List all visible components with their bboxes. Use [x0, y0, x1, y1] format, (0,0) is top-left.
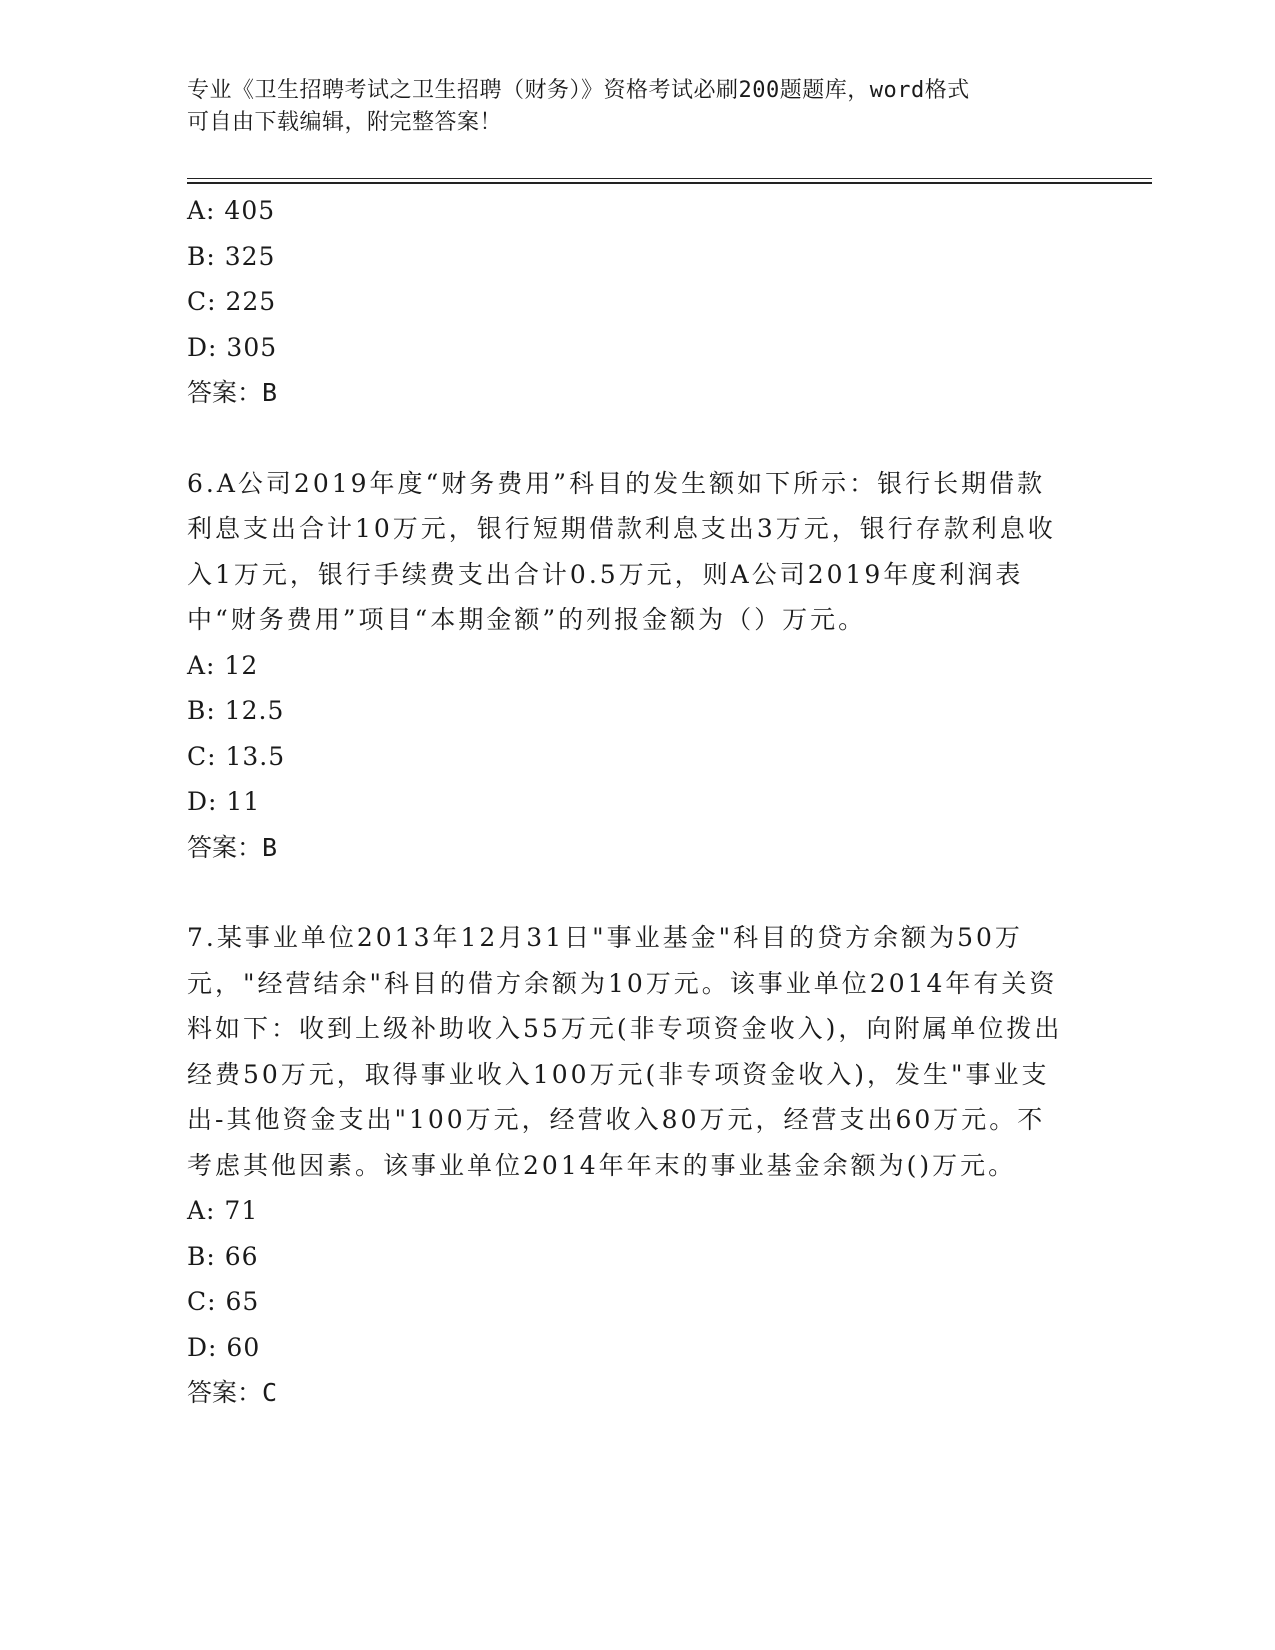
document-header [187, 75, 1067, 139]
question-7-options [187, 1188, 1067, 1416]
option-c: C: 65 [187, 1287, 260, 1316]
header-divider [187, 178, 1152, 184]
option-d: D: 60 [187, 1332, 261, 1362]
option-a: A: 71 [187, 1196, 259, 1225]
question-5-options [187, 188, 1067, 416]
question-content [187, 188, 1067, 1416]
option-c: C: 13.5 [187, 741, 286, 771]
header-title-line-1: 专业《卫生招聘考试之卫生招聘（财务）》资格考试必刷200题题库，word格式 [187, 78, 970, 103]
answer-line: 答案：C [187, 1378, 278, 1407]
option-d: D: 305 [187, 332, 278, 362]
option-a: A: 405 [187, 196, 276, 225]
option-a: A: 12 [187, 650, 259, 680]
option-b: B: 66 [187, 1241, 259, 1271]
header-title-line-2: 可自由下载编辑，附完整答案！ [187, 110, 503, 135]
answer-line: 答案：B [187, 832, 278, 862]
option-b: B: 12.5 [187, 696, 285, 725]
option-d: D: 11 [187, 787, 261, 816]
question-6-options [187, 643, 1067, 871]
question-6-stem: 6.A公司2019年度“财务费用”科目的发生额如下所示：银行长期借款利息支出合计10万元，银行短期借款利息支出3万元，银行存款利息收入1万元，银行手续费支出合计0.5万元，则A公司2019年度利润表中“财务费用”项目“本期金额”的列报金额为（）万元。 [187, 468, 1056, 634]
question-7-stem: 7.某事业单位2013年12月31日"事业基金"科目的贷方余额为50万元，"经营结余"科目的借方余额为10万元。该事业单位2014年有关资料如下：收到上级补助收入55万元(非专项资金收入)，向附属单位拨出经费50万元，取得事业收入100万元(非专项资金收入)，发生"事业支出-其他资金支出"100万元，经营收入80万元，经营支出60万元。不考虑其他因素。该事业单位2014年年末的事业基金余额为()万元。 [187, 923, 1063, 1180]
option-b: B: 325 [187, 241, 276, 271]
option-c: C: 225 [187, 287, 277, 316]
answer-line: 答案：B [187, 378, 278, 407]
